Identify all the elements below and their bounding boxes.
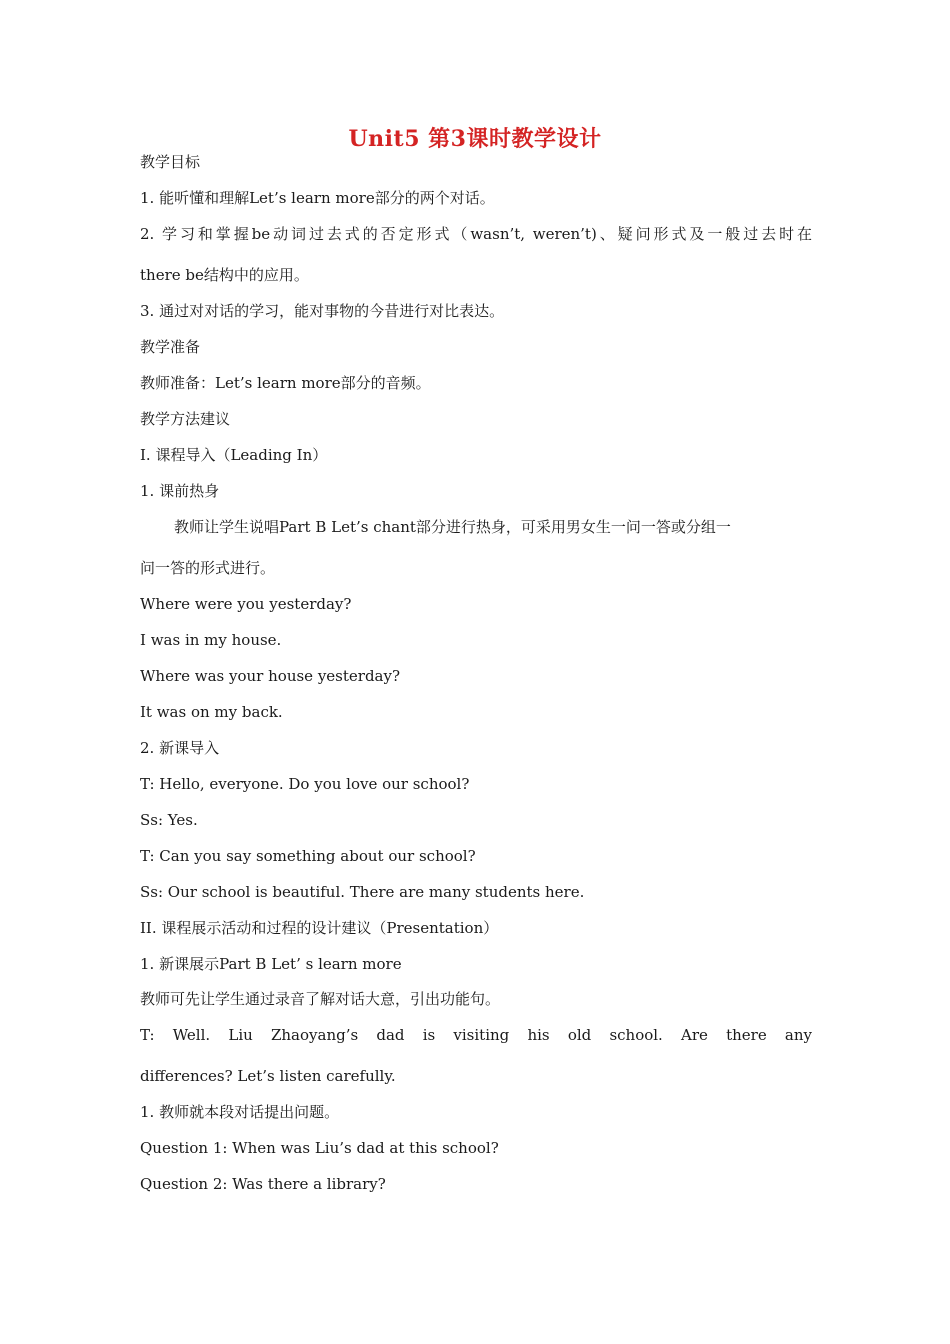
dialogue-line-1: T: Hello, everyone. Do you love our school? [140,775,470,793]
heading-teaching-methods: 教学方法建议 [140,410,231,428]
goal-item-3: 3. 通过对对话的学习，能对事物的今昔进行对比表达。 [140,302,505,320]
heading-teaching-preparation: 教学准备 [140,338,201,356]
subsection-warm-up: 1. 课前热身 [140,482,220,500]
chant-line-4: It was on my back. [140,703,283,721]
teacher-prompt: T: Well. Liu Zhaoyang’s dad is visiting his old school. Are there any [140,1026,812,1044]
subsection-new-lesson-display: 1. 新课展示Part B Let’ s learn more [140,955,402,973]
chant-line-1: Where were you yesterday? [140,595,352,613]
heading-teaching-goals: 教学目标 [140,153,201,171]
question-1: Question 1: When was Liu’s dad at this school? [140,1139,499,1157]
goal-item-1: 1. 能听懂和理解Let’s learn more部分的两个对话。 [140,189,495,207]
question-instruction: 1. 教师就本段对话提出问题。 [140,1103,340,1121]
chant-line-2: I was in my house. [140,631,282,649]
subsection-new-lesson-intro: 2. 新课导入 [140,739,220,757]
section-leading-in: I. 课程导入（Leading In） [140,446,328,464]
section-presentation: II. 课程展示活动和过程的设计建议（Presentation） [140,919,499,937]
dialogue-line-4: Ss: Our school is beautiful. There are many students here. [140,883,585,901]
presentation-instruction: 教师可先让学生通过录音了解对话大意，引出功能句。 [140,990,501,1008]
question-2: Question 2: Was there a library? [140,1175,386,1193]
dialogue-line-3: T: Can you say something about our school? [140,847,476,865]
goal-item-2: 2. 学习和掌握be动词过去式的否定形式（wasn’t, weren’t)、疑问形式及一般过去时在 [140,225,812,243]
dialogue-line-2: Ss: Yes. [140,811,198,829]
teacher-preparation: 教师准备：Let’s learn more部分的音频。 [140,374,431,392]
document-title: Unit5 第3课时教学设计 [348,126,602,152]
warm-up-paragraph: 教师让学生说唱Part B Let’s chant部分进行热身，可采用男女生一问一答或分组一 [174,518,731,536]
teacher-prompt-continued: differences? Let’s listen carefully. [140,1067,396,1085]
goal-item-2-continued: there be结构中的应用。 [140,266,309,284]
warm-up-paragraph-continued: 问一答的形式进行。 [140,559,276,577]
chant-line-3: Where was your house yesterday? [140,667,401,685]
